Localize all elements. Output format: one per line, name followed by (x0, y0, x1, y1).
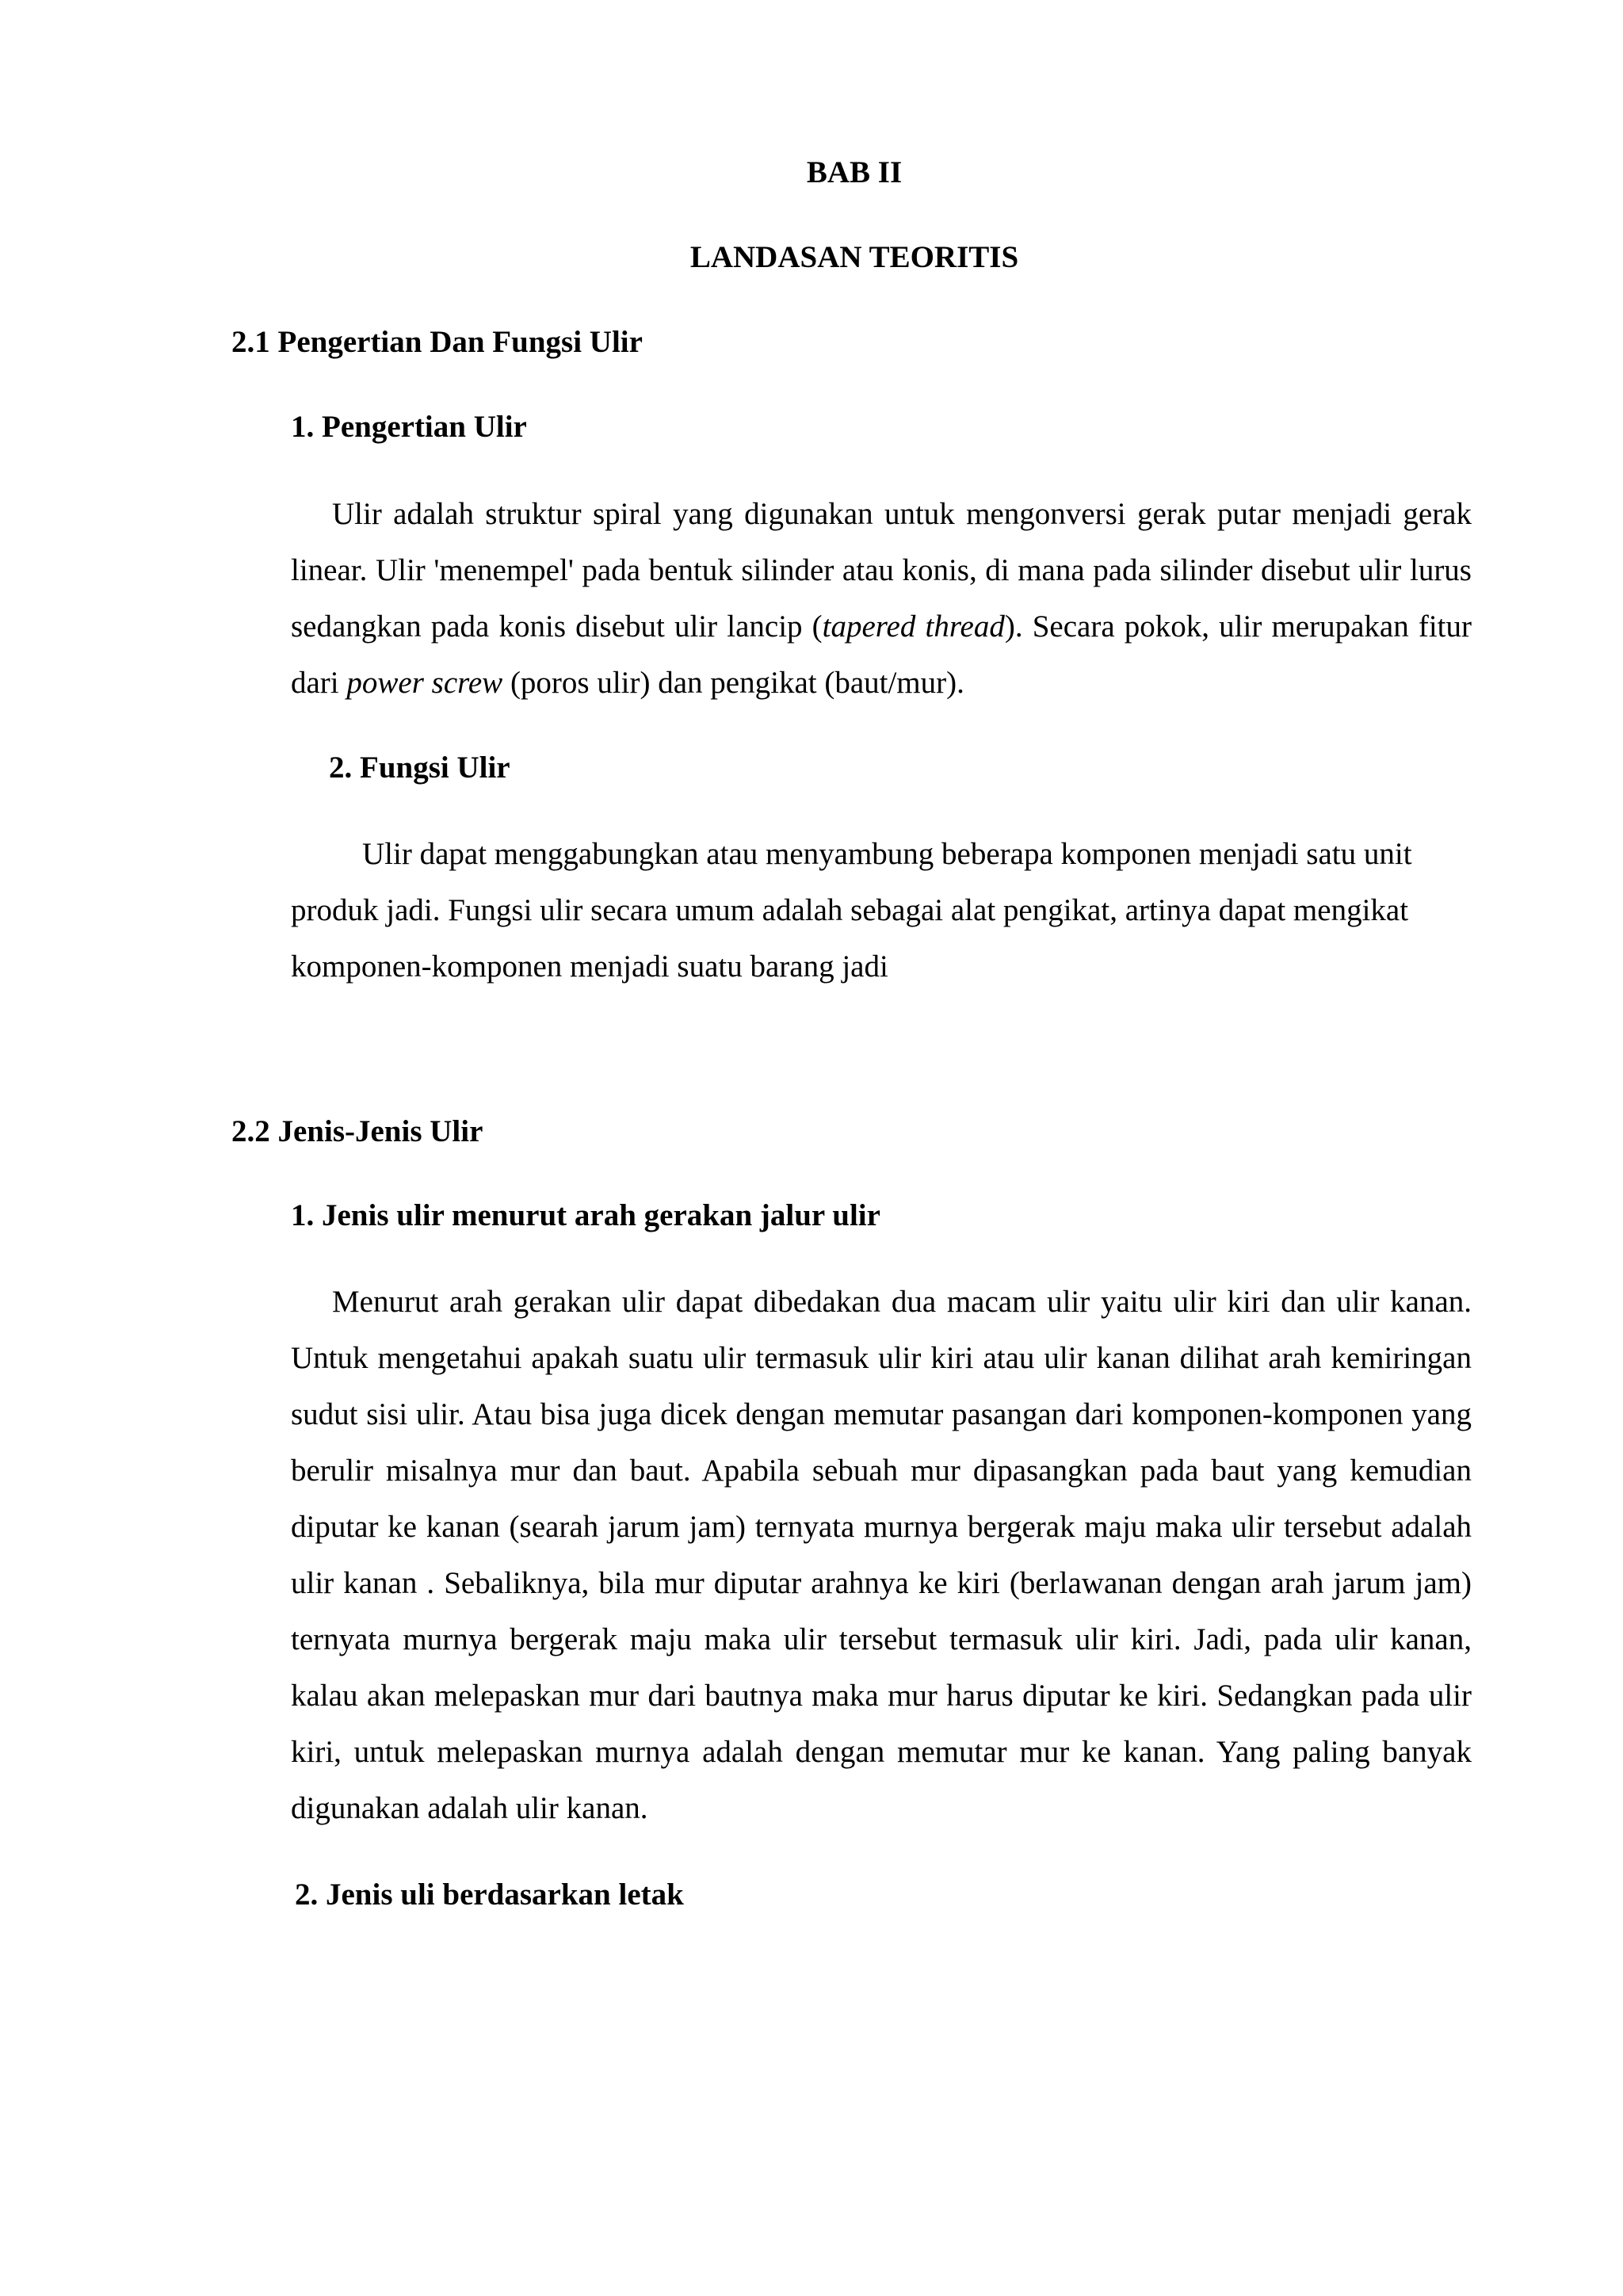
paragraph-jenis-ulir-arah: Menurut arah gerakan ulir dapat dibedakan dua macam ulir yaitu ulir kiri dan ulir kanan. Untuk mengetahui apakah suatu ulir termasuk ulir kiri atau ulir kanan dilihat arah kemiringan sudut sisi ulir. Atau bisa juga dicek dengan memutar pasangan dari komponen-komponen yang berulir misalnya mur dan baut. Apabila sebuah mur dipasangkan pada baut yang kemudian diputar ke kanan (searah jarum jam) ternyata murnya bergerak maju maka ulir tersebut adalah ulir kanan . Sebaliknya, bila mur diputar arahnya ke kiri (berlawanan dengan arah jarum jam) ternyata murnya bergerak maju maka ulir tersebut termasuk ulir kiri. Jadi, pada ulir kanan, kalau akan melepaskan mur dari bautnya maka mur harus diputar ke kiri. Sedangkan pada ulir kiri, untuk melepaskan murnya adalah dengan memutar mur ke kanan. Yang paling banyak digunakan adalah ulir kanan. (291, 1285, 1472, 1825)
paragraph-text: Ulir adalah struktur spiral yang digunakan untuk mengonversi gerak putar menjadi gerak linear. Ulir 'menempel' pada bentuk silinder atau konis, di mana pada silinder disebut ulir lurus sedangkan pada konis disebut ulir lancip ( (291, 497, 1472, 644)
paragraph-text: ). Secara pokok, ulir merupakan fitur dari (291, 609, 1472, 700)
subheading-pengertian-ulir: 1. Pengertian Ulir (291, 410, 527, 444)
chapter-number: BAB II (806, 155, 903, 189)
subheading-fungsi-ulir: 2. Fungsi Ulir (329, 751, 510, 785)
subheading-jenis-ulir-arah: 1. Jenis ulir menurut arah gerakan jalur ulir (291, 1198, 880, 1232)
paragraph-pengertian-ulir (291, 486, 1472, 711)
paragraph-text: (poros ulir) dan pengikat (baut/mur). (502, 666, 964, 700)
section-heading-2-2: 2.2 Jenis-Jenis Ulir (231, 1114, 483, 1148)
italic-term-power-screw: power screw (346, 666, 503, 700)
section-heading-2-1: 2.1 Pengertian Dan Fungsi Ulir (231, 325, 643, 359)
chapter-title: LANDASAN TEORITIS (689, 240, 1019, 274)
paragraph-fungsi-ulir: Ulir dapat menggabungkan atau menyambung beberapa komponen menjadi satu unit produk jadi. Fungsi ulir secara umum adalah sebagai alat pengikat, artinya dapat mengikat komponen-komponen menjadi suatu barang jadi (291, 837, 1412, 984)
italic-term-tapered-thread: tapered thread (822, 609, 1005, 644)
subheading-jenis-ulir-letak: 2. Jenis uli berdasarkan letak (295, 1878, 684, 1912)
